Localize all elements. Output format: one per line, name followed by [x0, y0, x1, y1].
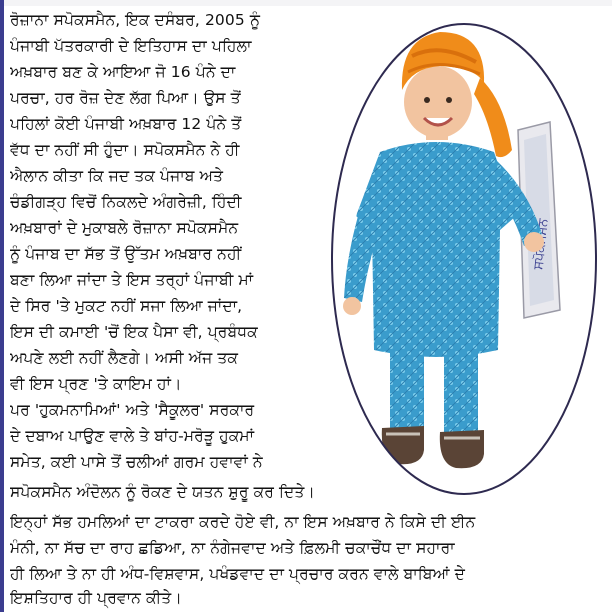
article-line: ਵੱਧ ਦਾ ਨਹੀਂ ਸੀ ਹੁੰਦਾ। ਸਪੋਕਸਮੈਨ ਨੇ ਹੀ — [10, 141, 240, 159]
blue-kurta — [356, 142, 516, 357]
article-line: ਐਲਾਨ ਕੀਤਾ ਕਿ ਜਦ ਤਕ ਪੰਜਾਬ ਅਤੇ — [10, 167, 224, 185]
article-line: ਸਮੇਤ, ਕਈ ਪਾਸੇ ਤੋਂ ਚਲੀਆਂ ਗਰਮ ਹਵਾਵਾਂ ਨੇ — [10, 453, 263, 471]
article-line: ਸਪੋਕਸਮੈਨ ਅੰਦੋਲਨ ਨੂੰ ਰੋਕਣ ਦੇ ਯਤਨ ਸ਼ੁਰੂ ਕਰ ਦਿਤੇ। — [10, 483, 315, 501]
article-line: ਪਹਿਲਾਂ ਕੋਈ ਪੰਜਾਬੀ ਅਖ਼ਬਾਰ 12 ਪੰਨੇ ਤੋਂ — [10, 115, 242, 133]
article-line: ਰੋਜ਼ਾਨਾ ਸਪੋਕਸਮੈਨ, ਇਕ ਦਸੰਬਰ, 2005 ਨੂੰ — [10, 11, 260, 29]
article-line: ਇਸ ਦੀ ਕਮਾਈ 'ਚੋਂ ਇਕ ਪੈਸਾ ਵੀ, ਪ੍ਰਬੰਧਕ — [10, 323, 258, 341]
article-line: ਬਣਾ ਲਿਆ ਜਾਂਦਾ ਤੇ ਇਸ ਤਰ੍ਹਾਂ ਪੰਜਾਬੀ ਮਾਂ — [10, 271, 254, 289]
article-line: ਅਖ਼ਬਾਰ ਬਣ ਕੇ ਆਇਆ ਜੋ 16 ਪੰਨੇ ਦਾ — [10, 63, 236, 81]
left-margin-bar — [0, 0, 4, 612]
article-line: ਅਖ਼ਬਾਰਾਂ ਦੇ ਮੁਕਾਬਲੇ ਰੋਜ਼ਾਨਾ ਸਪੋਕਸਮੈਨ — [10, 219, 239, 237]
article-line: ਇਨ੍ਹਾਂ ਸੱਭ ਹਮਲਿਆਂ ਦਾ ਟਾਕਰਾ ਕਰਦੇ ਹੋਏ ਵੀ, ਨਾ ਇਸ ਅਖ਼ਬਾਰ ਨੇ ਕਿਸੇ ਦੀ ਈਨ — [10, 513, 476, 531]
article-line: ਅਪਣੇ ਲਈ ਨਹੀਂ ਲੈਣਗੇ। ਅਸੀ ਅੱਜ ਤਕ — [10, 349, 239, 367]
article-line: ਚੰਡੀਗੜ੍ਹ ਵਿਚੋਂ ਨਿਕਲਦੇ ਅੰਗਰੇਜ਼ੀ, ਹਿੰਦੀ — [10, 193, 242, 211]
article-line: ਪਰਚਾ, ਹਰ ਰੋਜ਼ ਦੇਣ ਲੱਗ ਪਿਆ। ਉਸ ਤੋਂ — [10, 89, 241, 107]
article-line: ਦੇ ਸਿਰ 'ਤੇ ਮੁਕਟ ਨਹੀਂ ਸਜਾ ਲਿਆ ਜਾਂਦਾ, — [10, 297, 243, 315]
article-line: ਪੰਜਾਬੀ ਪੱਤਰਕਾਰੀ ਦੇ ਇਤਿਹਾਸ ਦਾ ਪਹਿਲਾ — [10, 37, 252, 55]
article-line: ਪਰ 'ਹੁਕਮਨਾਮਿਆਂ' ਅਤੇ 'ਸੈਕੂਲਰ' ਸਰਕਾਰ — [10, 401, 255, 419]
child-photo-illustration — [328, 20, 600, 498]
article-line: ਦੇ ਦਬਾਅ ਪਾਉਣ ਵਾਲੇ ਤੇ ਬਾਂਹ-ਮਰੋੜੂ ਹੁਕਮਾਂ — [10, 427, 255, 445]
article-line: ਹੀ ਲਿਆ ਤੇ ਨਾ ਹੀ ਅੰਧ-ਵਿਸ਼ਵਾਸ, ਪਖੰਡਵਾਦ ਦਾ ਪ੍ਰਚਾਰ ਕਰਨ ਵਾਲੇ ਬਾਬਿਆਂ ਦੇ — [10, 565, 465, 583]
article-line: ਇਸ਼ਤਿਹਾਰ ਹੀ ਪ੍ਰਵਾਨ ਕੀਤੇ। — [10, 589, 182, 607]
child-face — [404, 66, 472, 138]
article-line: ਮੰਨੀ, ਨਾ ਸੱਚ ਦਾ ਰਾਹ ਛਡਿਆ, ਨਾ ਨੰਗੇਜਵਾਦ ਅਤੇ ਫ਼ਿਲਮੀ ਚਕਾਚੌਂਧ ਦਾ ਸਹਾਰਾ — [10, 539, 455, 557]
article-line: ਨੂੰ ਪੰਜਾਬ ਦਾ ਸੱਭ ਤੋਂ ਉੱਤਮ ਅਖ਼ਬਾਰ ਨਹੀਂ — [10, 245, 242, 263]
child-photo — [328, 20, 600, 498]
article-line: ਵੀ ਇਸ ਪ੍ਰਣ 'ਤੇ ਕਾਇਮ ਹਾਂ। — [10, 375, 182, 393]
photo-content — [328, 20, 600, 498]
